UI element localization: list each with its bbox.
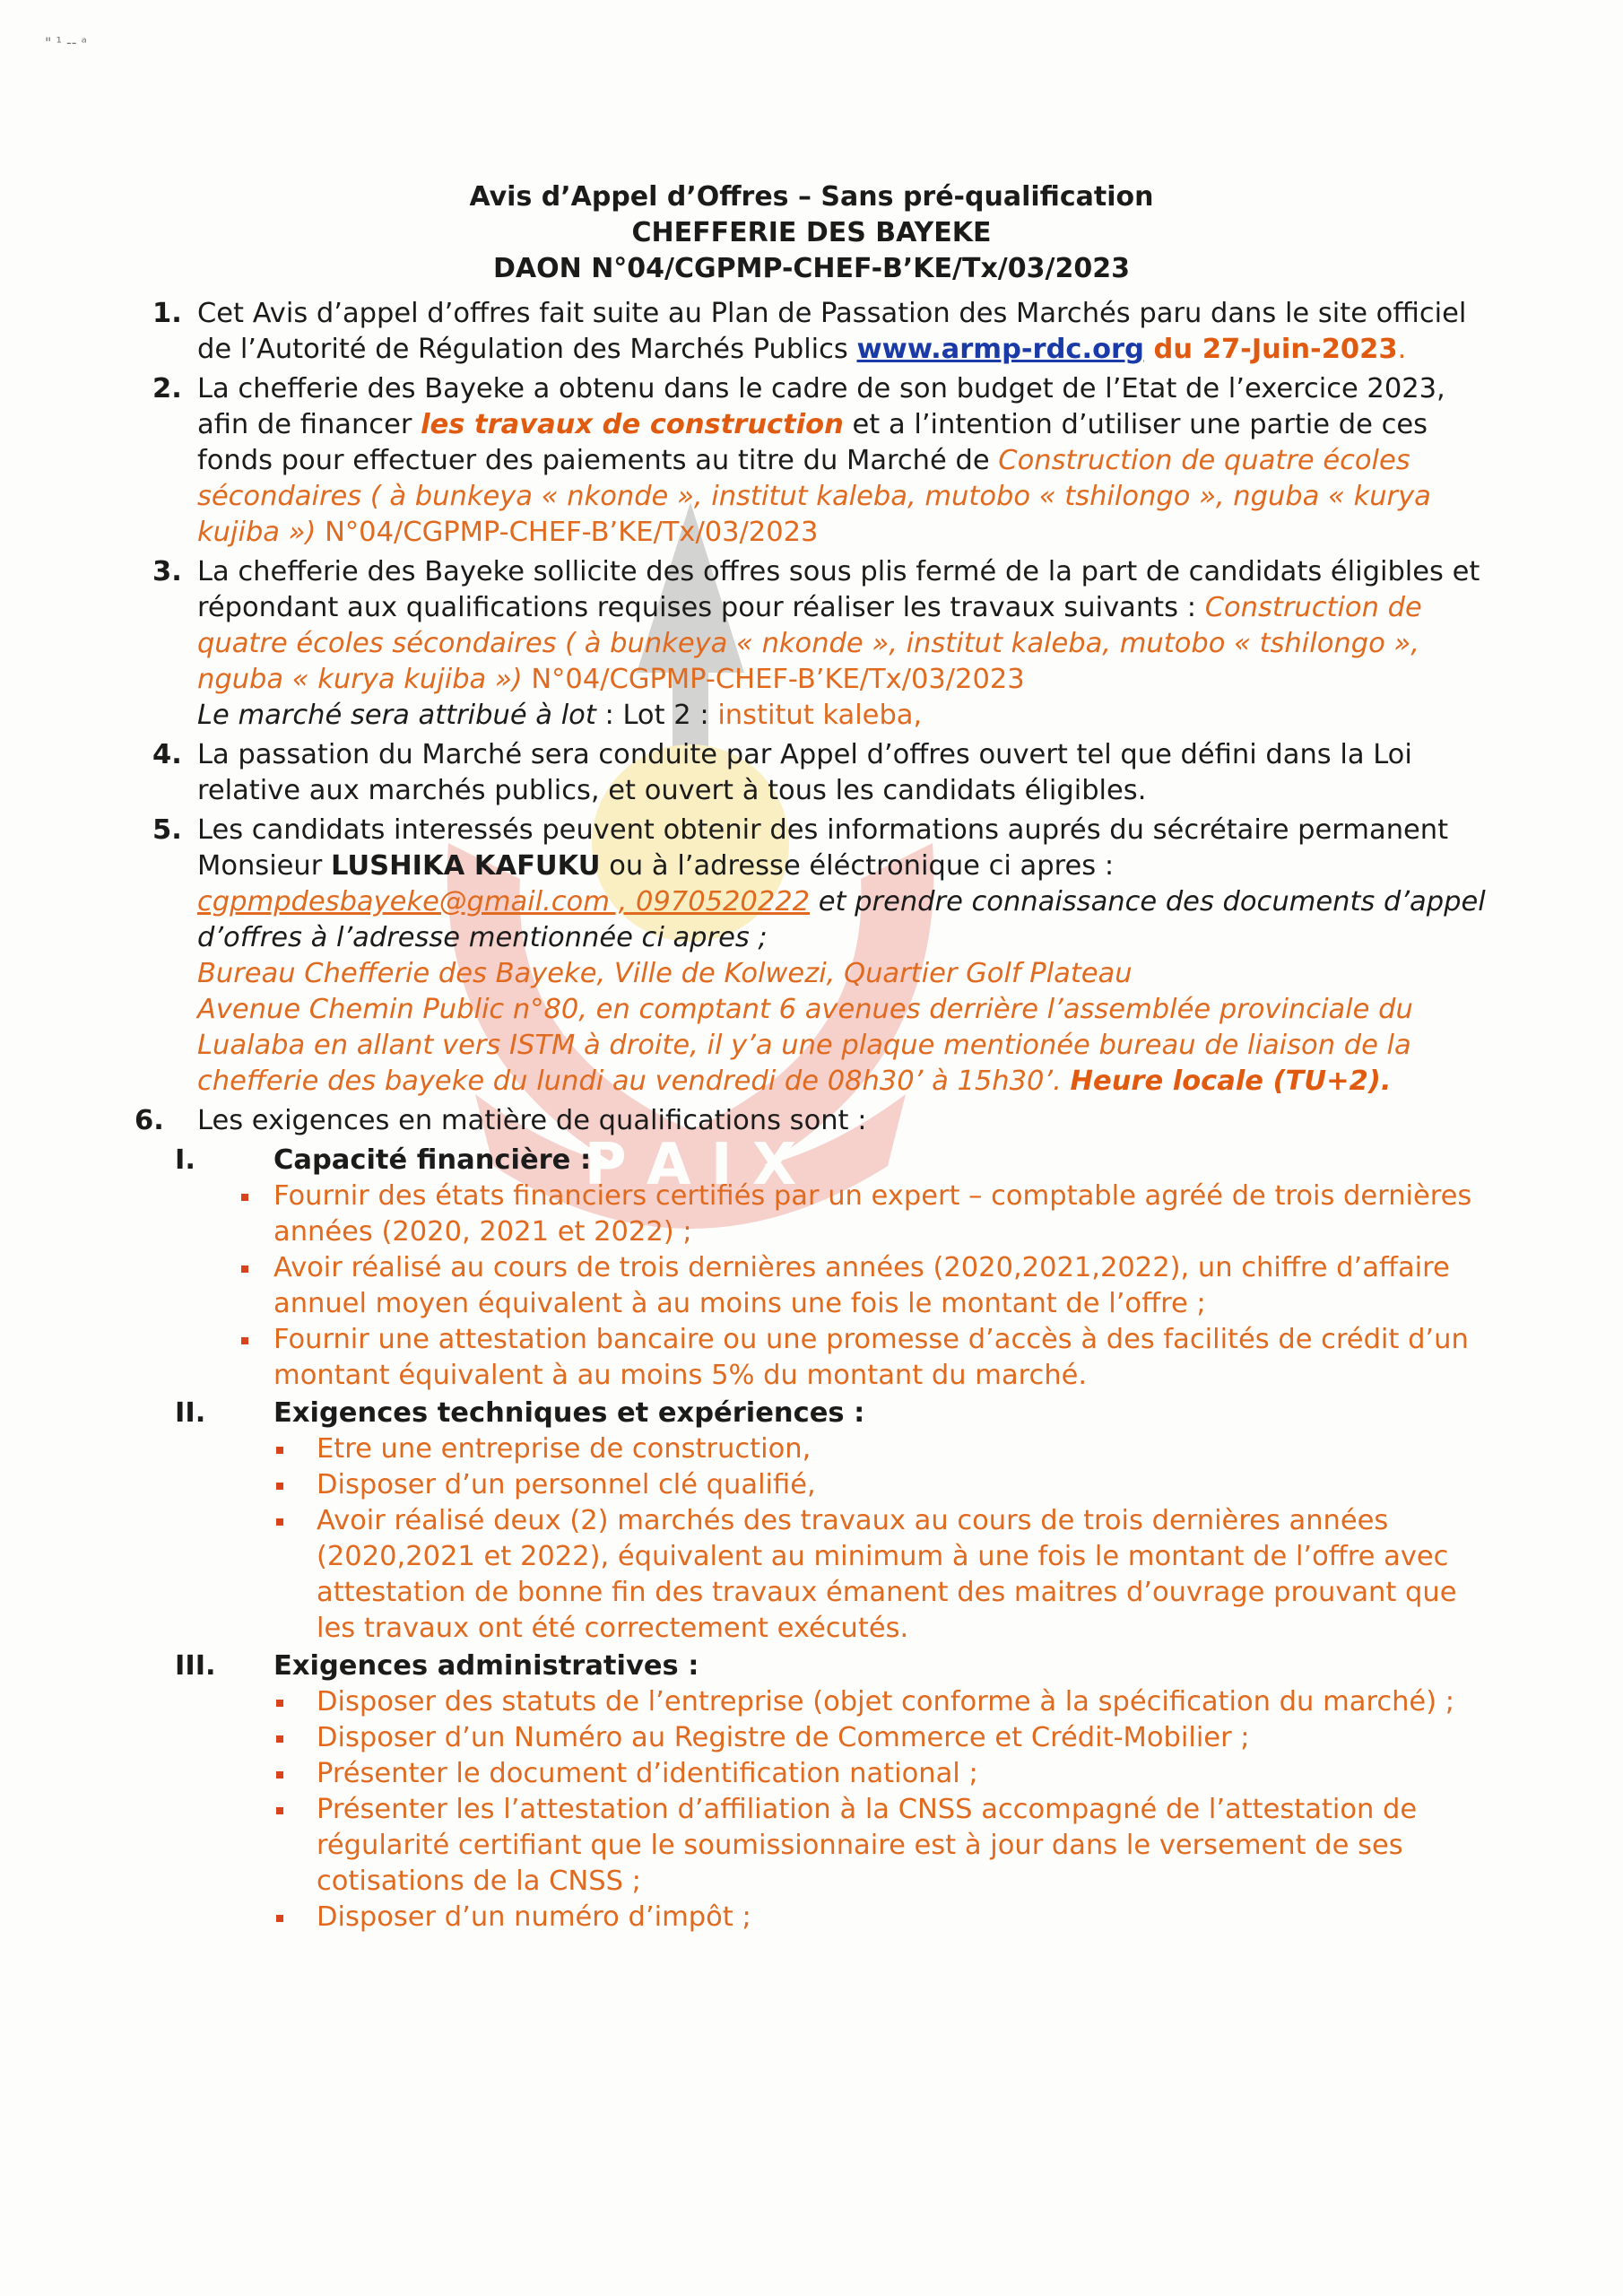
- bullet-square-icon: [241, 1194, 248, 1201]
- administrative-requirements-list: [135, 1684, 1488, 1935]
- paragraph-3: [135, 554, 1488, 734]
- paragraph-1: [135, 296, 1488, 368]
- section-financial: [135, 1143, 1488, 1178]
- p5-contact-name: LUSHIKA KAFUKU: [331, 850, 601, 882]
- list-item: [272, 1684, 1488, 1720]
- p5-timezone: Heure locale (TU+2).: [1070, 1065, 1392, 1097]
- p3-lot-label: Le marché sera attribué à lot: [197, 700, 596, 731]
- financial-requirements-list: [135, 1178, 1488, 1394]
- p3-text-a: La chefferie des Bayeke sollicite des offres sous plis fermé de la part de candidats éligibles et répondant aux qualifications requises pour réaliser les travaux suivants :: [197, 556, 1480, 623]
- bullet-square-icon: [276, 1483, 283, 1490]
- list-item: [272, 1720, 1488, 1756]
- bullet-square-icon: [276, 1771, 283, 1779]
- paragraph-number: 5.: [152, 814, 182, 846]
- list-item: [272, 1503, 1488, 1647]
- bullet-square-icon: [276, 1518, 283, 1526]
- section-administrative: [135, 1648, 1488, 1684]
- list-item: [272, 1792, 1488, 1900]
- paragraph-number: 6.: [135, 1105, 164, 1136]
- header-entity: CHEFFERIE DES BAYEKE: [631, 217, 992, 248]
- header-title: Avis d’Appel d’Offres – Sans pré-qualification: [469, 181, 1154, 213]
- list-item: [229, 1250, 1488, 1322]
- p1-date: du 27-Juin-2023: [1143, 334, 1398, 365]
- p6-intro: Les exigences en matière de qualifications sont :: [197, 1105, 867, 1136]
- p5-text-c: ou à l’adresse éléctronique ci apres :: [600, 850, 1115, 882]
- list-item-text: Présenter les l’attestation d’affiliation à la CNSS accompagné de l’attestation de régularité certifiant que le soumissionnaire est à jour dans le versement de ses cotisations de la CNSS ;: [317, 1794, 1418, 1897]
- paragraph-number: 2.: [152, 373, 182, 404]
- paragraph-4: [135, 737, 1488, 809]
- p1-end: .: [1397, 334, 1407, 365]
- section-title: Exigences administratives :: [273, 1650, 699, 1682]
- list-item: [229, 1178, 1488, 1250]
- bullet-square-icon: [276, 1807, 283, 1814]
- list-item-text: Etre une entreprise de construction,: [317, 1433, 812, 1465]
- list-item: [272, 1431, 1488, 1467]
- paragraph-number: 1.: [152, 298, 182, 329]
- list-item-text: Fournir des états financiers certifiés par un expert – comptable agréé de trois dernières années (2020, 2021 et 2022) ;: [273, 1180, 1472, 1248]
- p2-reference: N°04/CGPMP-CHEF-B’KE/Tx/03/2023: [316, 517, 819, 548]
- p5-address-line1: Bureau Chefferie des Bayeke, Ville de Kolwezi, Quartier Golf Plateau: [197, 958, 1133, 989]
- paragraph-2: [135, 371, 1488, 551]
- p3-project-name: Construction de quatre écoles sécondaires ( à bunkeya « nkonde », institut kaleba, mutobo « tshilongo », nguba « kurya kujiba »): [197, 592, 1422, 695]
- paragraph-6: [135, 1103, 1488, 1139]
- list-item-text: Disposer d’un personnel clé qualifié,: [317, 1469, 816, 1500]
- section-number: II.: [175, 1397, 206, 1429]
- section-title: Exigences techniques et expériences :: [273, 1397, 865, 1429]
- contact-email-phone-link[interactable]: cgpmpdesbayeke@gmail.com , 0970520222: [197, 886, 811, 918]
- p4-text: La passation du Marché sera conduite par Appel d’offres ouvert tel que défini dans la Loi relative aux marchés publics, et ouvert à tous les candidats éligibles.: [197, 739, 1412, 806]
- technical-requirements-list: [135, 1431, 1488, 1647]
- list-item-text: Fournir une attestation bancaire ou une promesse d’accès à des facilités de crédit d’un montant équivalent à au moins 5% du montant du marché.: [273, 1324, 1469, 1391]
- p3-reference: N°04/CGPMP-CHEF-B’KE/Tx/03/2023: [522, 664, 1025, 695]
- paragraph-5: [135, 813, 1488, 1100]
- bullet-square-icon: [276, 1915, 283, 1922]
- list-item: [272, 1900, 1488, 1935]
- bullet-square-icon: [241, 1265, 248, 1273]
- numbered-list: [135, 296, 1488, 1935]
- p5-text-a: Les candidats interessés peuvent obtenir des informations auprés du sécrétaire permanent Monsieur: [197, 814, 1449, 882]
- header-reference: DAON N°04/CGPMP-CHEF-B’KE/Tx/03/2023: [493, 253, 1130, 284]
- p2-project-name: Construction de quatre écoles sécondaires ( à bunkeya « nkonde », institut kaleba, mutobo « tshilongo », nguba « kurya kujiba »): [197, 445, 1431, 548]
- list-item-text: Disposer d’un Numéro au Registre de Commerce et Crédit-Mobilier ;: [317, 1722, 1250, 1753]
- paragraph-number: 4.: [152, 739, 182, 770]
- section-title: Capacité financière :: [273, 1144, 592, 1176]
- list-item-text: Avoir réalisé au cours de trois dernières années (2020,2021,2022), un chiffre d’affaire annuel moyen équivalent à au moins une fois le montant de l’offre ;: [273, 1252, 1450, 1319]
- list-item-text: Avoir réalisé deux (2) marchés des travaux au cours de trois dernières années (2020,2021 et 2022), équivalent au minimum à une fois le montant de l’offre avec attestation de bonne fin des travaux émanent des maitres d’ouvrage prouvant que les travaux ont été correctement exécutés.: [317, 1505, 1457, 1644]
- corner-scan-mark: " ¹ -- ᵃ: [45, 34, 87, 51]
- p1-text: Cet Avis d’appel d’offres fait suite au Plan de Passation des Marchés paru dans le site officiel de l’Autorité de Régulation des Marchés Publics: [197, 298, 1467, 365]
- bullet-square-icon: [241, 1337, 248, 1344]
- list-item-text: Présenter le document d’identification national ;: [317, 1758, 978, 1789]
- list-item: [272, 1467, 1488, 1503]
- list-item: [229, 1322, 1488, 1394]
- section-number: I.: [175, 1144, 195, 1176]
- list-item: [272, 1756, 1488, 1792]
- p5-text-e: et prendre connaissance des documents d’appel d’offres à l’adresse mentionnée ci apres ;: [197, 886, 1486, 953]
- section-technical: [135, 1396, 1488, 1431]
- section-number: III.: [175, 1650, 216, 1682]
- document-body: [135, 179, 1488, 1935]
- bullet-square-icon: [276, 1735, 283, 1743]
- list-item-text: Disposer d’un numéro d’impôt ;: [317, 1901, 751, 1933]
- bullet-square-icon: [276, 1700, 283, 1707]
- p5-address-details: Avenue Chemin Public n°80, en comptant 6 avenues derrière l’assemblée provinciale du Lualaba en allant vers ISTM à droite, il y’a une plaque mentionée bureau de liaison de la chefferie des bayeke du lundi au vendredi de 08h30’ à 15h30’.: [197, 994, 1413, 1097]
- paragraph-number: 3.: [152, 556, 182, 587]
- armp-website-link[interactable]: www.armp-rdc.org: [856, 334, 1144, 365]
- p2-works-emphasis: les travaux de construction: [421, 409, 844, 440]
- p2-text-c: et a l’intention d’utiliser une partie de ces fonds pour effectuer des paiements au titre du Marché de: [197, 409, 1428, 476]
- p3-lot-number: : Lot 2 :: [595, 700, 718, 731]
- emblem-text: P A I X: [584, 1132, 797, 1198]
- list-item-text: Disposer des statuts de l’entreprise (objet conforme à la spécification du marché) ;: [317, 1686, 1455, 1718]
- bullet-square-icon: [276, 1447, 283, 1454]
- p3-lot-name: institut kaleba,: [717, 700, 923, 731]
- p2-text-a: La chefferie des Bayeke a obtenu dans le cadre de son budget de l’Etat de l’exercice 2023, afin de financer: [197, 373, 1445, 440]
